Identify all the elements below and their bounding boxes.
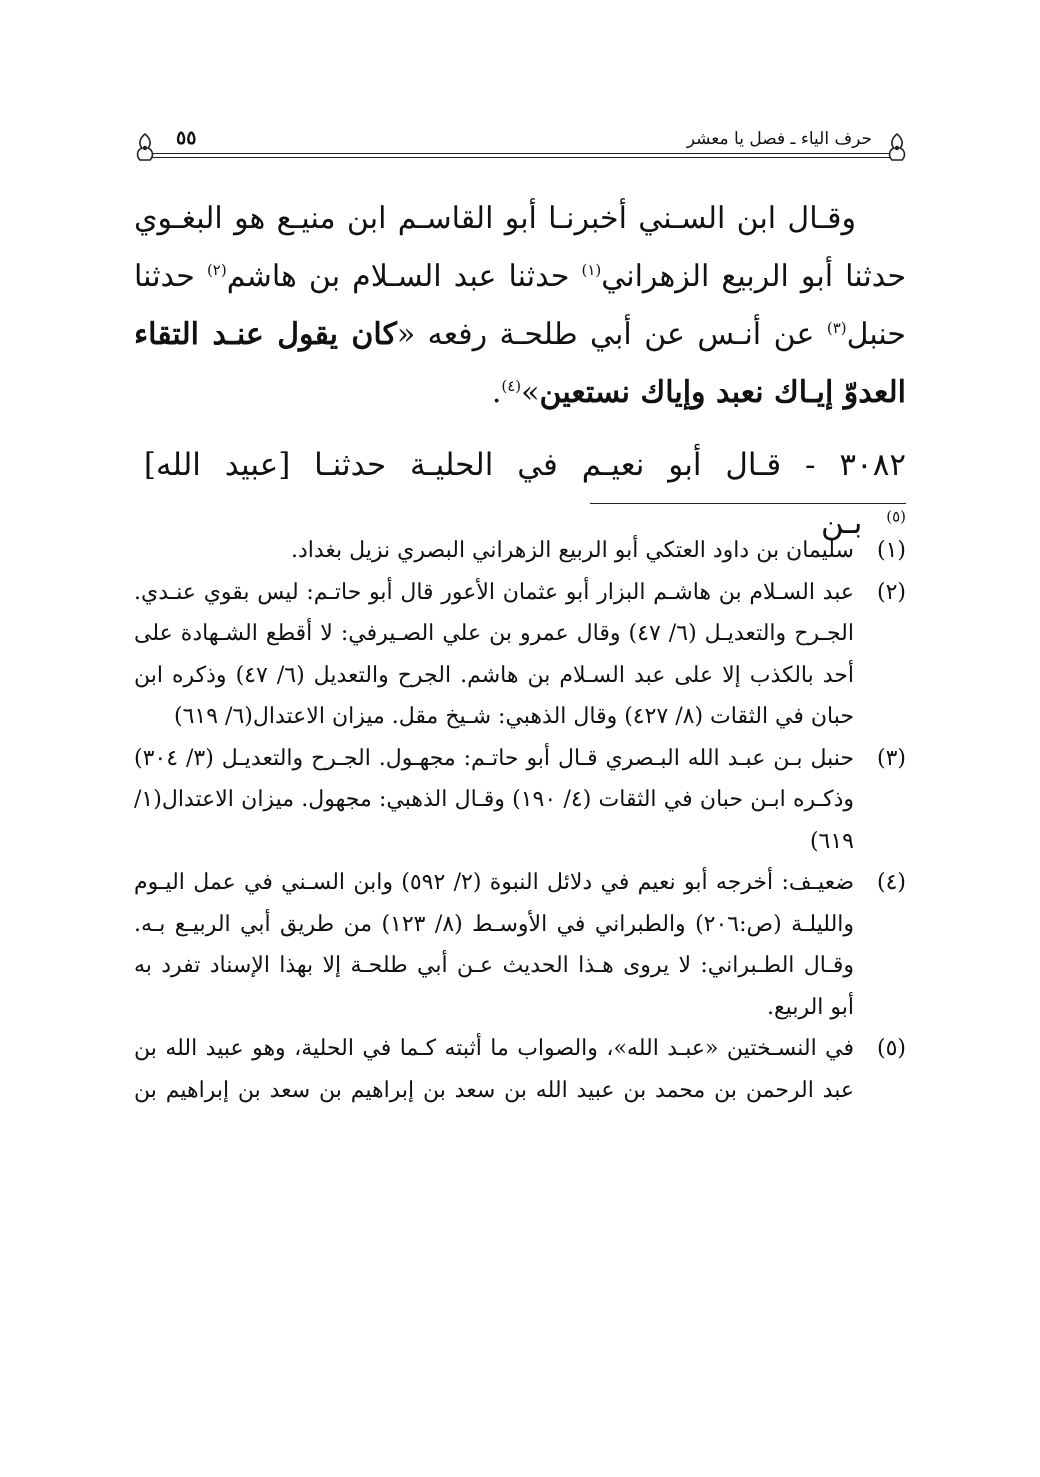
entry-text: ٣٠٨٢ - قـال أبو نعيـم في الحليـة حدثنـا [عبيد الله]: [143, 447, 906, 483]
footnote-text: عبد السـلام بن هاشـم البزار أبو عثمان الأعور قال أبو حاتـم: ليس بقوي عنـدي. الجـرح والتعديـل (٦/ ٤٧) وقال عمرو بن علي الصـيرفي: لا أقطع الشـهادة على أحد بالكذب إلا على عبد السـلام بن هاشم. الجرح والتعديل (٦/ ٤٧) وذكره ابن حبان في الثقات (٨/ ٤٢٧) وقال الذهبي: شـيخ مقل. ميزان الاعتدال(٦/ ٦١٩): [134, 579, 854, 729]
footnote-number: (٣): [876, 745, 906, 771]
text-run: وقـال ابن السـني أخبرنـا أبو القاسـم ابن منيـع هو البغـوي حدثنا أبو الربيع الزهراني: [134, 201, 907, 294]
page-number: ٥٥: [172, 126, 200, 150]
footnote-text: في النسـختين «عبـد الله»، والصواب ما أثبته كـما في الحلية، وهو عبيد الله بن عبد الرحمن بن محمد بن عبيد الله بن سعد بن إبراهيم بن سعد بن إبراهيم بن: [134, 1036, 854, 1103]
footnote-text: حنبل بـن عبـد الله البـصري قـال أبو حاتـم: مجهـول. الجـرح والتعديـل (٣/ ٣٠٤) وذكـره ابـن حبان في الثقات (٤/ ١٩٠) وقـال الذهبي: مجهول. ميزان الاعتدال(١/ ٦١٩): [134, 745, 854, 854]
footnote-number: (٢): [876, 579, 906, 605]
text-run: عن أنـس عن أبي طلحـة رفعه «: [396, 317, 827, 352]
entry-text: بـن: [821, 505, 887, 541]
ornament-left-icon: [134, 132, 156, 162]
text-run: حدثنا حنبل: [134, 259, 906, 352]
footnote-item: [134, 738, 906, 863]
footnote-ref-2: (٢): [206, 261, 227, 279]
footnote-item: [134, 862, 906, 1028]
footnote-ref-1: (١): [581, 261, 602, 279]
header-rule-thin: [152, 157, 890, 158]
text-run: .: [491, 375, 502, 410]
footnote-ref-3: (٣): [826, 319, 847, 337]
footnote-item: [134, 530, 906, 572]
footnote-number: (٤): [876, 870, 906, 895]
footnote-item: [134, 572, 906, 738]
main-text: [134, 190, 906, 422]
text-run: »: [521, 375, 540, 410]
text-run: حدثنا عبد السـلام بن هاشم: [226, 259, 582, 294]
footnote-text: سليمان بن داود العتكي أبو الربيع الزهراني البصري نزيل بغداد.: [290, 538, 854, 563]
page-header: [130, 128, 912, 162]
footnote-number: (١): [876, 538, 906, 563]
footnote-number: (٥): [876, 1036, 906, 1061]
running-title: حرف الياء ـ فصل يا معشر: [681, 128, 878, 150]
hadith-text: كان يقول عنـد التقاء العدوّ إيـاك نعبد وإياك نستعين: [134, 317, 906, 410]
header-rule: [152, 153, 890, 154]
main-paragraph: [134, 190, 906, 422]
footnote-text: ضعيـف: أخرجه أبو نعيم في دلائل النبوة (٢/ ٥٩٢) وابن السـني في عمل اليـوم والليلـة (ص:٢٠٦) والطبراني في الأوسـط (٨/ ١٢٣) من طريق أبي الربيـع بـه. وقـال الطـبراني: لا يروى هـذا الحديث عـن أبي طلحـة إلا بهذا الإسناد تفرد به أبو الربيع.: [134, 870, 855, 1020]
footnote-item: [134, 1028, 906, 1111]
footnote-ref-4: (٤): [501, 377, 522, 395]
footnotes: [134, 530, 906, 1111]
footnote-ref-5: (٥): [886, 507, 906, 526]
footnote-separator: [590, 503, 906, 504]
